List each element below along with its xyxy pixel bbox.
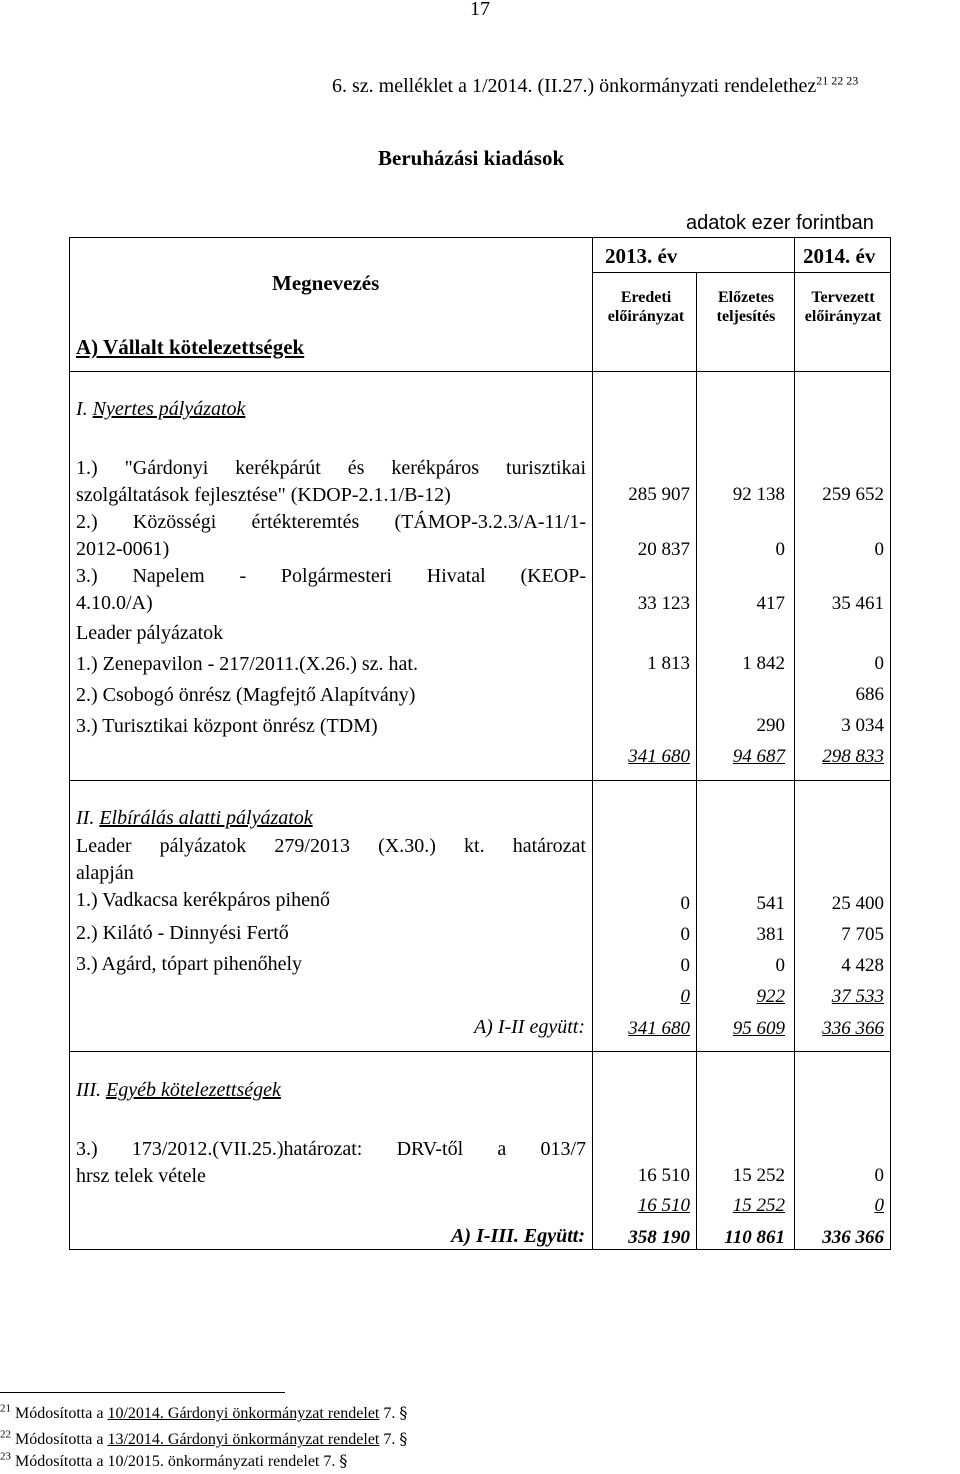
year-2013-header: 2013. év bbox=[605, 244, 678, 268]
section-2-row-2-label: 2.) Kilátó - Dinnyési Fertő bbox=[76, 922, 289, 944]
grand-total-value-3: 336 366 bbox=[822, 1227, 884, 1248]
grand-total-value-2: 110 861 bbox=[724, 1227, 785, 1248]
row-2-line-1: 2.) Közösségi értékteremtés (TÁMOP-3.2.3/A-11/1- bbox=[76, 511, 586, 533]
section-2-row-1-label: 1.) Vadkacsa kerékpáros pihenő bbox=[76, 889, 330, 911]
row-3-line-1: 3.) Napelem - Polgármesteri Hivatal (KEOP- bbox=[76, 565, 586, 587]
leader-row-3-label: 3.) Turisztikai központ önrész (TDM) bbox=[76, 715, 378, 737]
footnote-23-section-link[interactable]: § bbox=[339, 1451, 348, 1470]
section-2-label: Elbírálás alatti pályázatok bbox=[99, 807, 313, 829]
footnote-23-text: Módosította a 10/2015. önkormányzati rendelet 7. bbox=[15, 1453, 340, 1470]
row-3-value-1: 33 123 bbox=[637, 593, 690, 614]
title-text: 6. sz. melléklet a 1/2014. (II.27.) önkormányzati rendelethez bbox=[332, 75, 817, 97]
section-3-row-line-2: hrsz telek vétele bbox=[76, 1165, 206, 1187]
section-3-subtotal-3: 0 bbox=[874, 1195, 884, 1216]
footnote-separator bbox=[0, 1392, 285, 1393]
section-3-row-value-2: 15 252 bbox=[732, 1165, 785, 1186]
section-a-title: A) Vállalt kötelezettségek bbox=[76, 335, 305, 359]
total-i-ii-label: A) I-II együtt: bbox=[473, 1016, 585, 1038]
section-3-row-line-1: 3.) 173/2012.(VII.25.)határozat: DRV-től a 013/7 bbox=[76, 1138, 586, 1160]
year-2014-header: 2014. év bbox=[803, 244, 876, 268]
row-3-value-3: 35 461 bbox=[831, 593, 884, 614]
leader-row-1-label: 1.) Zenepavilon - 217/2011.(X.26.) sz. hat. bbox=[76, 653, 418, 675]
section-1-subtotal-3: 298 833 bbox=[822, 746, 884, 767]
footnote-21-section-link[interactable]: § bbox=[399, 1403, 408, 1422]
row-1-value-2: 92 138 bbox=[732, 484, 785, 505]
leader-row-2-label: 2.) Csobogó önrész (Magfejtő Alapítvány) bbox=[76, 684, 416, 706]
section-2-row-2-value-3: 7 705 bbox=[841, 924, 884, 945]
leader-row-3-value-2: 290 bbox=[756, 715, 785, 736]
section-3-subtotal-1: 16 510 bbox=[637, 1195, 690, 1216]
row-2-value-1: 20 837 bbox=[637, 539, 690, 560]
title-footnote-refs: 21 22 23 bbox=[816, 73, 859, 88]
section-1-label: Nyertes pályázatok bbox=[92, 398, 246, 420]
footnote-22-number: 22 bbox=[0, 1428, 11, 1441]
footnote-22-text: Módosította a bbox=[15, 1431, 108, 1448]
section-2-subtotal-3: 37 533 bbox=[831, 986, 884, 1007]
total-i-ii-value-2: 95 609 bbox=[732, 1018, 785, 1039]
table-heading: Beruházási kiadások bbox=[378, 146, 565, 170]
section-3-subtotal-2: 15 252 bbox=[732, 1195, 785, 1216]
section-3-number: III. bbox=[76, 1079, 101, 1101]
column-header-name: Megnevezés bbox=[272, 271, 380, 295]
footnote-22-link[interactable]: 13/2014. Gárdonyi önkormányzat rendelet bbox=[107, 1431, 380, 1448]
section-3-row-value-1: 16 510 bbox=[637, 1165, 690, 1186]
section-2-row-3-value-1: 0 bbox=[680, 955, 690, 976]
section-2-row-3-value-3: 4 428 bbox=[841, 955, 884, 976]
leader-subheading: Leader pályázatok bbox=[76, 622, 224, 644]
section-1-subtotal-1: 341 680 bbox=[628, 746, 690, 767]
section-2-row-2-value-2: 381 bbox=[756, 924, 785, 945]
total-i-ii-value-3: 336 366 bbox=[822, 1018, 884, 1039]
footnote-23 bbox=[0, 1451, 347, 1471]
leader-row-3-value-3: 3 034 bbox=[841, 715, 884, 736]
leader-row-1-value-3: 0 bbox=[874, 653, 884, 674]
section-1-title bbox=[76, 396, 586, 423]
row-1-line-2: szolgáltatások fejlesztése" (KDOP-2.1.1/B-12) bbox=[76, 484, 451, 506]
row-2-value-2: 0 bbox=[775, 539, 785, 560]
row-1-line-1: 1.) "Gárdonyi kerékpárút és kerékpáros turisztikai bbox=[76, 457, 586, 479]
page-number: 17 bbox=[470, 0, 490, 20]
section-1-subtotal-2: 94 687 bbox=[732, 746, 785, 767]
section-2-subtotal-1: 0 bbox=[680, 986, 690, 1007]
footnote-22-section-link[interactable]: § bbox=[399, 1429, 408, 1448]
section-2-row-1-value-2: 541 bbox=[756, 893, 785, 914]
footnote-21-link[interactable]: 10/2014. Gárdonyi önkormányzat rendelet bbox=[107, 1405, 380, 1422]
section-2-number: II. bbox=[76, 807, 95, 829]
section-2-intro-line-1: Leader pályázatok 279/2013 (X.30.) kt. határozat bbox=[76, 835, 586, 857]
leader-row-2-value-3: 686 bbox=[855, 684, 884, 705]
unit-note: adatok ezer forintban bbox=[686, 212, 874, 234]
section-2-row-1-value-3: 25 400 bbox=[831, 893, 884, 914]
section-3-label: Egyéb kötelezettségek bbox=[105, 1079, 281, 1101]
section-2-row-1-value-1: 0 bbox=[680, 893, 690, 914]
section-2-row-2-value-1: 0 bbox=[680, 924, 690, 945]
leader-row-1-value-2: 1 842 bbox=[742, 653, 785, 674]
section-2-title bbox=[76, 805, 586, 832]
total-i-ii-value-1: 341 680 bbox=[628, 1018, 690, 1039]
footnote-21 bbox=[0, 1403, 407, 1423]
footnote-21-number: 21 bbox=[0, 1402, 11, 1415]
section-2-intro-line-2: alapján bbox=[76, 862, 134, 884]
row-2-value-3: 0 bbox=[874, 539, 884, 560]
column-header-planned: Tervezett előirányzat bbox=[804, 289, 882, 325]
section-2-row-3-label: 3.) Agárd, tópart pihenőhely bbox=[76, 953, 303, 975]
grand-total-value-1: 358 190 bbox=[628, 1227, 690, 1248]
row-1-value-3: 259 652 bbox=[822, 484, 884, 505]
row-3-value-2: 417 bbox=[756, 593, 785, 614]
section-3-title bbox=[76, 1077, 586, 1104]
leader-row-1-value-1: 1 813 bbox=[647, 653, 690, 674]
footnote-21-text: Módosította a bbox=[15, 1405, 108, 1422]
column-header-preliminary: Előzetes teljesítés bbox=[716, 289, 776, 325]
row-2-line-2: 2012-0061) bbox=[76, 538, 170, 560]
section-3-row-value-3: 0 bbox=[874, 1165, 884, 1186]
document-title bbox=[332, 75, 858, 98]
footnote-22-suffix: 7. bbox=[379, 1431, 400, 1448]
footnote-22 bbox=[0, 1429, 407, 1449]
column-header-original: Eredeti előirányzat bbox=[607, 289, 685, 325]
footnote-23-number: 23 bbox=[0, 1450, 11, 1463]
row-1-value-1: 285 907 bbox=[628, 484, 690, 505]
section-1-number: I. bbox=[76, 398, 88, 420]
section-2-row-3-value-2: 0 bbox=[775, 955, 785, 976]
footnote-21-suffix: 7. bbox=[379, 1405, 400, 1422]
grand-total-label: A) I-III. Együtt: bbox=[451, 1225, 585, 1247]
row-3-line-2: 4.10.0/A) bbox=[76, 592, 153, 614]
section-2-subtotal-2: 922 bbox=[756, 986, 785, 1007]
